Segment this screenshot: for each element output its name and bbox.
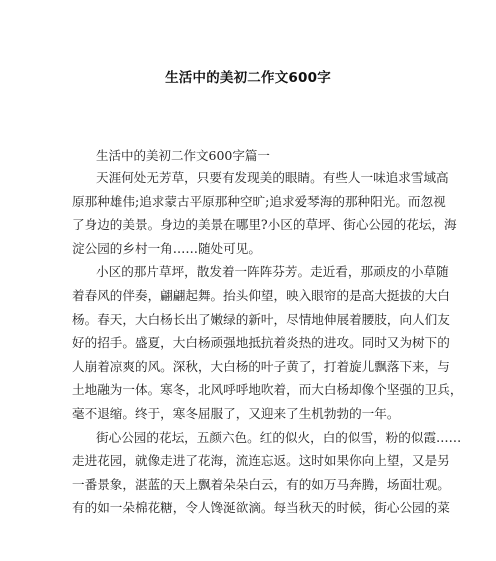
paragraph-line: 天涯何处无芳草，只要有发现美的眼睛。有些人一味追求雪域高 bbox=[96, 170, 449, 185]
paragraph-line: 了身边的美景。身边的美景在哪里?小区的草坪、街心公园的花坛，海 bbox=[72, 217, 457, 233]
paragraph-line: 毫不退缩。终于，寒冬屈服了，又迎来了生机勃勃的一年。 bbox=[72, 405, 400, 421]
paragraph-line: 人崩着凉爽的风。深秋，大白杨的叶子黄了，打着旋儿飘落下来，与 bbox=[72, 358, 450, 374]
paragraph-line: 杨。春天，大白杨长出了嫩绿的新叶，尽情地伸展着腰肢，向人们友 bbox=[72, 311, 450, 327]
paragraph-line: 淀公园的乡村一角……随处可见。 bbox=[72, 240, 261, 256]
section-heading: 生活中的美初二作文600字篇一 bbox=[96, 148, 270, 163]
article-body bbox=[72, 166, 463, 520]
paragraph-line: 着春风的伴奏，翩翩起舞。抬头仰望，映入眼帘的是高大挺拔的大白 bbox=[72, 287, 450, 303]
paragraph-line: 一番景象，湛蓝的天上飘着朵朵白云，有的如万马奔腾，场面壮观。 bbox=[72, 476, 450, 492]
paragraph-line: 小区的那片草坪，散发着一阵阵芬芳。走近看，那顽皮的小草随 bbox=[96, 264, 449, 280]
document-title: 生活中的美初二作文600字 bbox=[165, 70, 331, 86]
paragraph-line: 街心公园的花坛，五颜六色。红的似火，白的似雪，粉的似霞…… bbox=[96, 429, 462, 445]
paragraph-line: 走进花园，就像走进了花海，流连忘返。这时如果你向上望，又是另 bbox=[72, 453, 450, 469]
paragraph-line: 好的招手。盛夏，大白杨顽强地抵抗着炎热的进攻。同时又为树下的 bbox=[72, 335, 450, 351]
paragraph-line: 土地融为一体。寒冬，北风呼呼地吹着，而大白杨却像个坚强的卫兵， bbox=[72, 382, 463, 398]
paragraph-line: 有的如一朵棉花糖，令人馋涎欲滴。每当秋天的时候，街心公园的菜 bbox=[72, 500, 450, 516]
paragraph-line: 原那种雄伟;追求蒙古平原那种空旷;追求爱琴海的那种阳光。而忽视 bbox=[72, 193, 446, 209]
